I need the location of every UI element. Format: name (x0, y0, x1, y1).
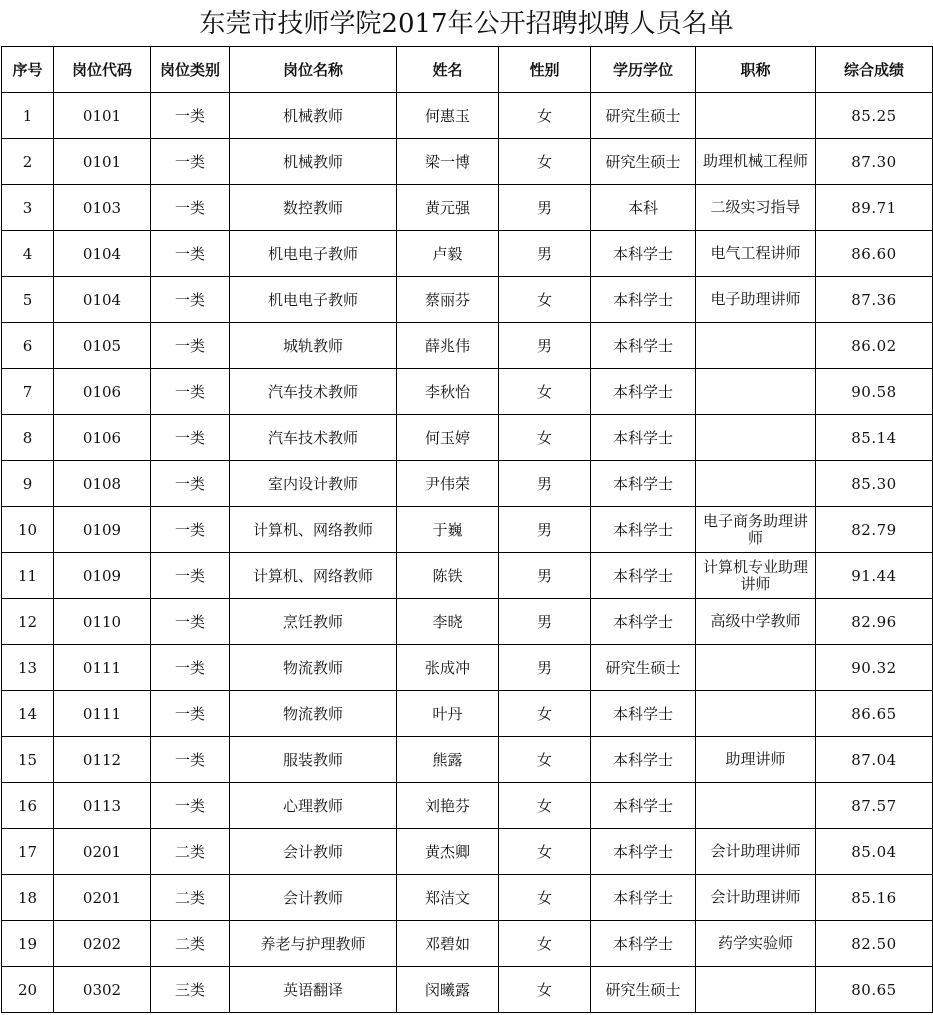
cell-position-category: 一类 (151, 369, 230, 415)
cell-overall-score: 87.30 (816, 139, 933, 185)
cell-index: 9 (2, 461, 54, 507)
cell-overall-score: 90.32 (816, 645, 933, 691)
cell-name: 闵曦露 (397, 967, 499, 1013)
header-professional-title: 职称 (696, 47, 816, 93)
cell-position-category: 二类 (151, 829, 230, 875)
cell-professional-title: 高级中学教师 (696, 599, 816, 645)
cell-gender: 男 (499, 231, 591, 277)
cell-overall-score: 80.65 (816, 967, 933, 1013)
cell-gender: 男 (499, 599, 591, 645)
table-row (2, 139, 933, 185)
cell-professional-title: 二级实习指导 (696, 185, 816, 231)
cell-position-category: 一类 (151, 599, 230, 645)
cell-name: 陈铁 (397, 553, 499, 599)
cell-position-category: 一类 (151, 691, 230, 737)
cell-index: 15 (2, 737, 54, 783)
cell-position-category: 一类 (151, 461, 230, 507)
cell-gender: 男 (499, 553, 591, 599)
table-row (2, 875, 933, 921)
cell-overall-score: 85.16 (816, 875, 933, 921)
cell-position-category: 一类 (151, 185, 230, 231)
cell-overall-score: 82.79 (816, 507, 933, 553)
cell-name: 薛兆伟 (397, 323, 499, 369)
cell-position-name: 服装教师 (230, 737, 397, 783)
cell-index: 13 (2, 645, 54, 691)
table-row (2, 231, 933, 277)
cell-position-code: 0110 (54, 599, 151, 645)
cell-name: 何惠玉 (397, 93, 499, 139)
cell-professional-title (696, 461, 816, 507)
cell-position-name: 室内设计教师 (230, 461, 397, 507)
table-row (2, 645, 933, 691)
cell-index: 4 (2, 231, 54, 277)
cell-gender: 女 (499, 921, 591, 967)
cell-position-code: 0106 (54, 415, 151, 461)
table-row (2, 691, 933, 737)
table-row (2, 93, 933, 139)
cell-position-code: 0108 (54, 461, 151, 507)
cell-professional-title (696, 369, 816, 415)
cell-overall-score: 86.60 (816, 231, 933, 277)
cell-position-code: 0101 (54, 93, 151, 139)
cell-position-name: 计算机、网络教师 (230, 507, 397, 553)
cell-education: 本科学士 (591, 369, 696, 415)
cell-education: 本科学士 (591, 231, 696, 277)
cell-position-name: 机电电子教师 (230, 277, 397, 323)
cell-gender: 男 (499, 185, 591, 231)
cell-professional-title: 电气工程讲师 (696, 231, 816, 277)
cell-gender: 男 (499, 507, 591, 553)
cell-name: 熊露 (397, 737, 499, 783)
cell-gender: 男 (499, 645, 591, 691)
cell-position-category: 一类 (151, 645, 230, 691)
cell-position-category: 一类 (151, 783, 230, 829)
cell-gender: 女 (499, 139, 591, 185)
hiring-roster-table (1, 46, 933, 1013)
header-index: 序号 (2, 47, 54, 93)
cell-name: 邓碧如 (397, 921, 499, 967)
cell-gender: 女 (499, 93, 591, 139)
table-row (2, 277, 933, 323)
cell-education: 本科学士 (591, 783, 696, 829)
cell-name: 李晓 (397, 599, 499, 645)
cell-position-name: 英语翻译 (230, 967, 397, 1013)
cell-position-name: 机械教师 (230, 93, 397, 139)
cell-position-category: 一类 (151, 553, 230, 599)
cell-index: 14 (2, 691, 54, 737)
table-row (2, 599, 933, 645)
cell-index: 2 (2, 139, 54, 185)
cell-name: 叶丹 (397, 691, 499, 737)
header-row (2, 47, 933, 93)
table-row (2, 461, 933, 507)
cell-professional-title: 药学实验师 (696, 921, 816, 967)
cell-gender: 女 (499, 369, 591, 415)
header-education: 学历学位 (591, 47, 696, 93)
cell-education: 本科学士 (591, 461, 696, 507)
cell-index: 11 (2, 553, 54, 599)
cell-position-category: 一类 (151, 737, 230, 783)
cell-position-name: 物流教师 (230, 691, 397, 737)
cell-position-code: 0201 (54, 829, 151, 875)
table-row (2, 369, 933, 415)
cell-position-name: 烹饪教师 (230, 599, 397, 645)
cell-position-category: 一类 (151, 93, 230, 139)
cell-professional-title: 助理机械工程师 (696, 139, 816, 185)
cell-position-code: 0202 (54, 921, 151, 967)
cell-position-code: 0103 (54, 185, 151, 231)
cell-position-code: 0104 (54, 277, 151, 323)
cell-professional-title (696, 415, 816, 461)
cell-overall-score: 85.04 (816, 829, 933, 875)
cell-name: 何玉婷 (397, 415, 499, 461)
cell-education: 研究生硕士 (591, 139, 696, 185)
cell-position-name: 会计教师 (230, 829, 397, 875)
cell-position-code: 0112 (54, 737, 151, 783)
cell-professional-title (696, 93, 816, 139)
cell-overall-score: 90.58 (816, 369, 933, 415)
cell-position-code: 0101 (54, 139, 151, 185)
cell-position-category: 一类 (151, 231, 230, 277)
cell-gender: 男 (499, 461, 591, 507)
cell-gender: 男 (499, 323, 591, 369)
cell-professional-title: 电子助理讲师 (696, 277, 816, 323)
cell-position-category: 一类 (151, 507, 230, 553)
cell-position-code: 0111 (54, 645, 151, 691)
cell-position-name: 养老与护理教师 (230, 921, 397, 967)
cell-name: 郑洁文 (397, 875, 499, 921)
cell-education: 本科学士 (591, 921, 696, 967)
table-row (2, 783, 933, 829)
cell-education: 本科 (591, 185, 696, 231)
cell-gender: 女 (499, 875, 591, 921)
cell-gender: 女 (499, 829, 591, 875)
cell-position-name: 机械教师 (230, 139, 397, 185)
cell-position-code: 0302 (54, 967, 151, 1013)
cell-overall-score: 85.30 (816, 461, 933, 507)
cell-professional-title (696, 691, 816, 737)
cell-education: 研究生硕士 (591, 645, 696, 691)
cell-position-name: 汽车技术教师 (230, 369, 397, 415)
cell-overall-score: 87.36 (816, 277, 933, 323)
cell-overall-score: 82.96 (816, 599, 933, 645)
cell-index: 16 (2, 783, 54, 829)
cell-name: 于巍 (397, 507, 499, 553)
cell-professional-title (696, 783, 816, 829)
cell-education: 本科学士 (591, 875, 696, 921)
cell-position-name: 机电电子教师 (230, 231, 397, 277)
table-row (2, 507, 933, 553)
cell-position-code: 0111 (54, 691, 151, 737)
cell-gender: 女 (499, 967, 591, 1013)
cell-name: 黄杰卿 (397, 829, 499, 875)
cell-gender: 女 (499, 415, 591, 461)
cell-index: 19 (2, 921, 54, 967)
cell-position-category: 一类 (151, 323, 230, 369)
cell-name: 张成冲 (397, 645, 499, 691)
cell-gender: 女 (499, 783, 591, 829)
cell-position-category: 三类 (151, 967, 230, 1013)
cell-education: 本科学士 (591, 829, 696, 875)
cell-index: 3 (2, 185, 54, 231)
cell-education: 本科学士 (591, 415, 696, 461)
header-name: 姓名 (397, 47, 499, 93)
cell-professional-title: 计算机专业助理讲师 (696, 553, 816, 599)
cell-overall-score: 85.25 (816, 93, 933, 139)
cell-name: 黄元强 (397, 185, 499, 231)
cell-overall-score: 86.02 (816, 323, 933, 369)
cell-index: 17 (2, 829, 54, 875)
cell-index: 5 (2, 277, 54, 323)
cell-index: 6 (2, 323, 54, 369)
cell-position-category: 一类 (151, 139, 230, 185)
cell-position-name: 心理教师 (230, 783, 397, 829)
cell-position-name: 计算机、网络教师 (230, 553, 397, 599)
table-row (2, 967, 933, 1013)
cell-index: 18 (2, 875, 54, 921)
cell-education: 研究生硕士 (591, 967, 696, 1013)
cell-overall-score: 89.71 (816, 185, 933, 231)
cell-position-name: 数控教师 (230, 185, 397, 231)
table-row (2, 737, 933, 783)
cell-professional-title: 电子商务助理讲师 (696, 507, 816, 553)
cell-name: 梁一博 (397, 139, 499, 185)
cell-education: 本科学士 (591, 599, 696, 645)
cell-position-name: 会计教师 (230, 875, 397, 921)
cell-name: 卢毅 (397, 231, 499, 277)
cell-professional-title (696, 323, 816, 369)
cell-position-name: 物流教师 (230, 645, 397, 691)
cell-position-code: 0106 (54, 369, 151, 415)
table-row (2, 323, 933, 369)
cell-overall-score: 86.65 (816, 691, 933, 737)
cell-overall-score: 82.50 (816, 921, 933, 967)
cell-overall-score: 87.57 (816, 783, 933, 829)
table-row (2, 921, 933, 967)
cell-education: 本科学士 (591, 323, 696, 369)
cell-education: 研究生硕士 (591, 93, 696, 139)
cell-index: 1 (2, 93, 54, 139)
cell-overall-score: 87.04 (816, 737, 933, 783)
cell-education: 本科学士 (591, 737, 696, 783)
cell-gender: 女 (499, 277, 591, 323)
header-position-code: 岗位代码 (54, 47, 151, 93)
cell-index: 12 (2, 599, 54, 645)
header-position-name: 岗位名称 (230, 47, 397, 93)
cell-index: 7 (2, 369, 54, 415)
cell-professional-title: 会计助理讲师 (696, 829, 816, 875)
cell-position-category: 二类 (151, 921, 230, 967)
cell-name: 蔡丽芬 (397, 277, 499, 323)
cell-education: 本科学士 (591, 507, 696, 553)
cell-name: 尹伟荣 (397, 461, 499, 507)
cell-position-code: 0109 (54, 553, 151, 599)
table-row (2, 553, 933, 599)
cell-overall-score: 85.14 (816, 415, 933, 461)
cell-professional-title (696, 967, 816, 1013)
header-position-category: 岗位类别 (151, 47, 230, 93)
cell-index: 10 (2, 507, 54, 553)
cell-name: 刘艳芬 (397, 783, 499, 829)
header-gender: 性别 (499, 47, 591, 93)
cell-education: 本科学士 (591, 277, 696, 323)
cell-position-name: 汽车技术教师 (230, 415, 397, 461)
cell-position-category: 二类 (151, 875, 230, 921)
header-overall-score: 综合成绩 (816, 47, 933, 93)
table-row (2, 829, 933, 875)
table-row (2, 185, 933, 231)
cell-gender: 女 (499, 691, 591, 737)
page-title: 东莞市技师学院2017年公开招聘拟聘人员名单 (199, 9, 734, 39)
cell-position-code: 0113 (54, 783, 151, 829)
cell-index: 20 (2, 967, 54, 1013)
cell-gender: 女 (499, 737, 591, 783)
cell-index: 8 (2, 415, 54, 461)
cell-name: 李秋怡 (397, 369, 499, 415)
cell-education: 本科学士 (591, 553, 696, 599)
cell-position-name: 城轨教师 (230, 323, 397, 369)
cell-position-code: 0109 (54, 507, 151, 553)
cell-position-code: 0201 (54, 875, 151, 921)
cell-position-category: 一类 (151, 277, 230, 323)
cell-professional-title: 助理讲师 (696, 737, 816, 783)
cell-education: 本科学士 (591, 691, 696, 737)
cell-professional-title: 会计助理讲师 (696, 875, 816, 921)
cell-professional-title (696, 645, 816, 691)
cell-overall-score: 91.44 (816, 553, 933, 599)
cell-position-code: 0105 (54, 323, 151, 369)
cell-position-code: 0104 (54, 231, 151, 277)
cell-position-category: 一类 (151, 415, 230, 461)
table-row (2, 415, 933, 461)
